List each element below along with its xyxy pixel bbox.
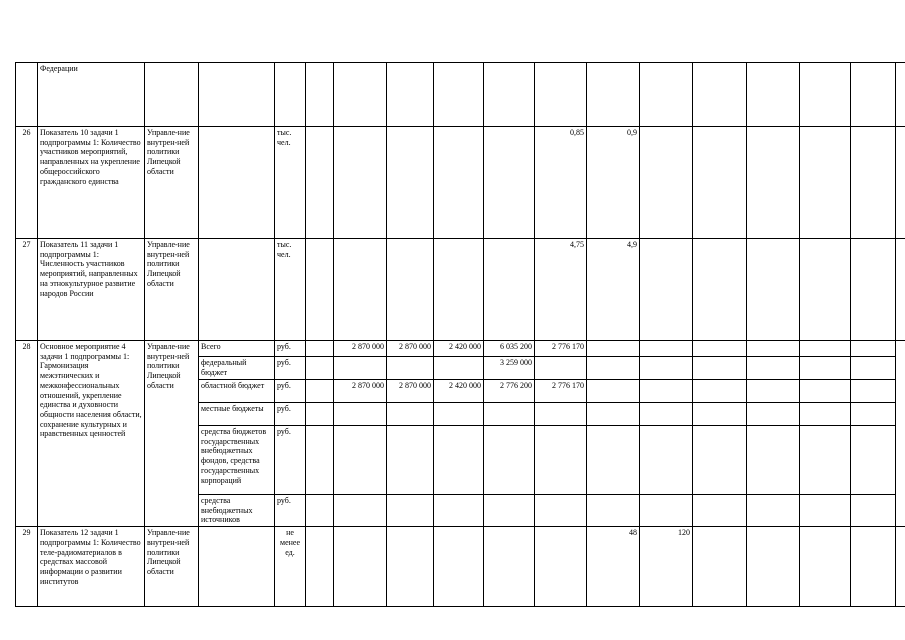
- value-2018: [434, 403, 484, 426]
- value-2017: 2 870 000: [387, 380, 434, 403]
- unit: руб.: [275, 495, 306, 527]
- indicator-name: Показатель 12 задачи 1 подпрограммы 1: Количество теле-радиоматериалов в средствах массовой информации о развитии институтов: [38, 527, 145, 607]
- value-2019: [484, 495, 535, 527]
- value-2016: [334, 403, 387, 426]
- value-2016: [334, 357, 387, 380]
- value-2016: [334, 495, 387, 527]
- value-2019: [484, 426, 535, 495]
- unit: руб.: [275, 426, 306, 495]
- source-label: Всего: [199, 341, 275, 357]
- value-2019: 6 035 200: [484, 341, 535, 357]
- value-2021: 120: [640, 527, 693, 607]
- executor: Управле-ние внутрен-ней политики Липецкой области: [145, 341, 199, 527]
- source-label: местные бюджеты: [199, 403, 275, 426]
- value-2019: 2 776 200: [484, 380, 535, 403]
- source-label: средства внебюджетных источников: [199, 495, 275, 527]
- value-2018: 2 420 000: [434, 380, 484, 403]
- executor: Управле-ние внутрен-ней политики Липецкой области: [145, 527, 199, 607]
- row-number: 28: [16, 341, 38, 527]
- unit: руб.: [275, 357, 306, 380]
- executor: Управле-ние внутрен-ней политики Липецкой области: [145, 127, 199, 239]
- executor: Управле-ние внутрен-ней политики Липецкой области: [145, 239, 199, 341]
- table-row: [16, 127, 905, 239]
- value-2020: [535, 403, 587, 426]
- unit: не менее ед.: [275, 527, 306, 607]
- unit: руб.: [275, 341, 306, 357]
- value-2020: 48: [587, 527, 640, 607]
- value-2020: 0,9: [587, 127, 640, 239]
- value-2017: [387, 495, 434, 527]
- value-2018: 2 420 000: [434, 341, 484, 357]
- indicator-name: Показатель 10 задачи 1 подпрограммы 1: Количество участников мероприятий, направленных на укрепление общероссийского гражданского единства: [38, 127, 145, 239]
- program-table: [15, 62, 905, 607]
- table-row: [16, 239, 905, 341]
- value-2017: 2 870 000: [387, 341, 434, 357]
- value-2018: [434, 357, 484, 380]
- unit: тыс. чел.: [275, 127, 306, 239]
- value-2017: [387, 357, 434, 380]
- table-row: [16, 527, 905, 607]
- source-label: областной бюджет: [199, 380, 275, 403]
- value-2016: 2 870 000: [334, 380, 387, 403]
- value-2020: [535, 357, 587, 380]
- value-2016: 2 870 000: [334, 341, 387, 357]
- value-2020: 2 776 170: [535, 380, 587, 403]
- indicator-name: Федерации: [38, 63, 145, 127]
- value-2017: [387, 426, 434, 495]
- unit: тыс. чел.: [275, 239, 306, 341]
- value-2016: [334, 426, 387, 495]
- value-2020: 4,9: [587, 239, 640, 341]
- source-label: федеральный бюджет: [199, 357, 275, 380]
- indicator-name: Основное мероприятие 4 задачи 1 подпрограммы 1: Гармонизация межэтнических и межконфессиональных отношений, укрепление единства и духовности общности населения области, сохранение культурных и нравственных ценностей: [38, 341, 145, 527]
- value-2017: [387, 403, 434, 426]
- value-2019: 4,75: [535, 239, 587, 341]
- unit: руб.: [275, 403, 306, 426]
- value-2020: [535, 426, 587, 495]
- table-row: [16, 341, 905, 357]
- source-label: средства бюджетов государственных внебюджетных фондов, средства государственных корпораций: [199, 426, 275, 495]
- indicator-name: Показатель 11 задачи 1 подпрограммы 1: Численность участников мероприятий, направленных на этнокультурное развитие народов России: [38, 239, 145, 341]
- value-2019: 3 259 000: [484, 357, 535, 380]
- row-number: 26: [16, 127, 38, 239]
- value-2018: [434, 426, 484, 495]
- value-2020: [535, 495, 587, 527]
- value-2019: [484, 403, 535, 426]
- row-number: 29: [16, 527, 38, 607]
- unit: руб.: [275, 380, 306, 403]
- row-number: 27: [16, 239, 38, 341]
- table-row: [16, 63, 905, 127]
- value-2019: 0,85: [535, 127, 587, 239]
- value-2018: [434, 495, 484, 527]
- value-2020: 2 776 170: [535, 341, 587, 357]
